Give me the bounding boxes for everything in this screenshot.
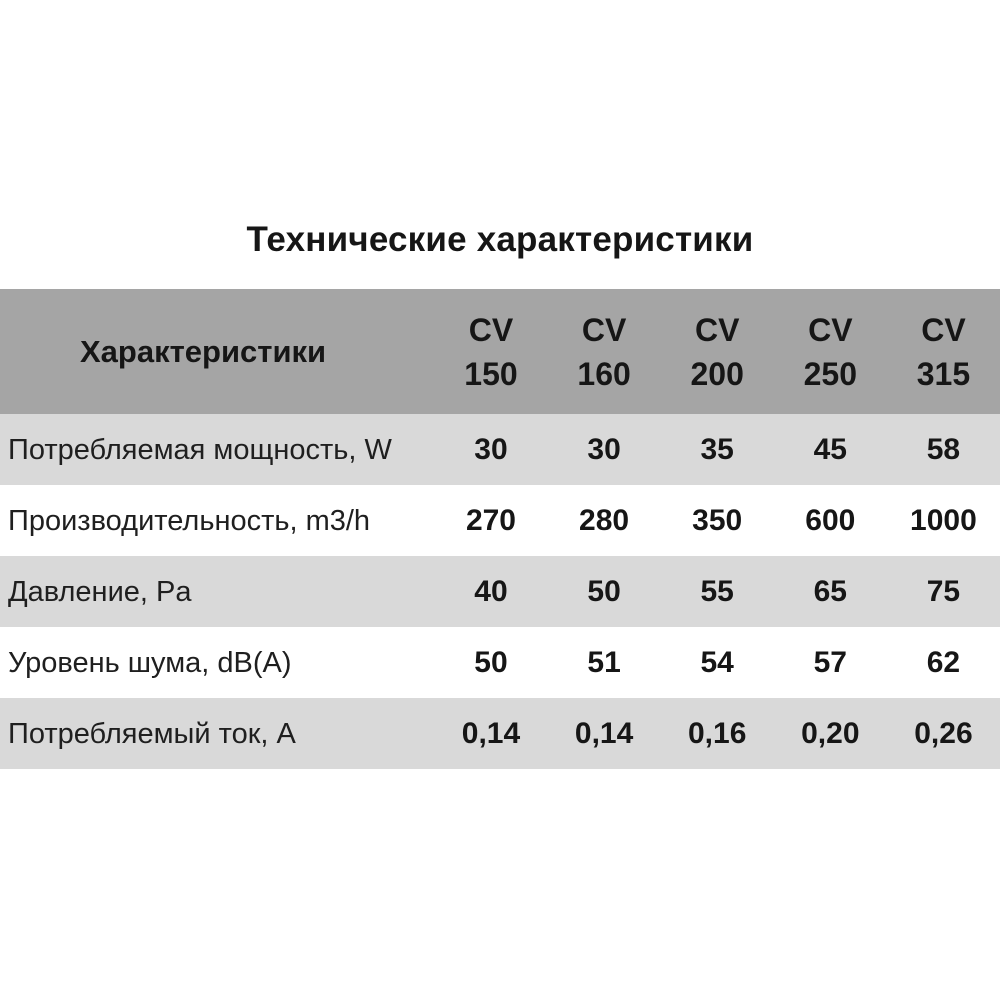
model-size: 200	[690, 355, 744, 392]
model-series: CV	[468, 311, 514, 348]
table-cell: 55	[700, 574, 734, 608]
table-cell: 1000	[910, 503, 977, 537]
model-series: CV	[808, 311, 853, 348]
model-series: CV	[921, 311, 966, 348]
row-label: Производительность, m3/h	[8, 504, 371, 537]
table-cell: 0,26	[914, 716, 973, 750]
table-cell: 50	[587, 574, 621, 608]
table-cell: 30	[587, 432, 621, 466]
table-cell: 62	[926, 645, 961, 679]
table-cell: 600	[805, 503, 856, 537]
table-cell: 54	[700, 645, 734, 679]
model-size: 250	[803, 355, 857, 392]
table-cell: 280	[579, 503, 630, 537]
table-row-noise	[0, 627, 1000, 698]
table-row-current	[0, 698, 1000, 769]
table-header-row	[0, 289, 1000, 414]
table-cell: 75	[926, 574, 961, 608]
table-cell: 50	[474, 645, 508, 679]
table-row-pressure	[0, 556, 1000, 627]
model-header-cv200	[661, 289, 774, 414]
table-row-power	[0, 414, 1000, 485]
table-cell: 0,14	[574, 716, 634, 750]
table-cell: 0,14	[461, 716, 521, 750]
table-cell: 35	[700, 432, 734, 466]
table-cell: 270	[465, 503, 516, 537]
model-header-cv315	[887, 289, 1000, 414]
table-row-capacity	[0, 485, 1000, 556]
model-header-cv160	[548, 289, 661, 414]
row-label: Уровень шума, dB(A)	[8, 646, 292, 679]
page-title: Технические характеристики	[246, 220, 754, 259]
model-series: CV	[581, 311, 627, 348]
spec-table	[0, 289, 1000, 769]
table-cell: 0,20	[801, 716, 860, 750]
model-header-cv150	[434, 289, 547, 414]
model-header-cv250	[774, 289, 887, 414]
table-cell: 350	[692, 503, 743, 537]
header-label: Характеристики	[80, 333, 327, 369]
model-size: 150	[464, 355, 518, 392]
row-label: Потребляемый ток, A	[8, 717, 296, 750]
table-cell: 40	[474, 574, 508, 608]
table-cell: 45	[813, 432, 847, 466]
model-size: 160	[577, 355, 631, 392]
model-size: 315	[916, 355, 971, 392]
table-cell: 58	[926, 432, 961, 466]
table-cell: 57	[813, 645, 847, 679]
table-cell: 65	[813, 574, 847, 608]
row-label: Давление, Pa	[8, 575, 192, 608]
table-cell: 51	[587, 645, 621, 679]
row-label: Потребляемая мощность, W	[8, 433, 392, 466]
table-cell: 0,16	[688, 716, 747, 750]
model-series: CV	[694, 311, 740, 348]
table-cell: 30	[474, 432, 508, 466]
